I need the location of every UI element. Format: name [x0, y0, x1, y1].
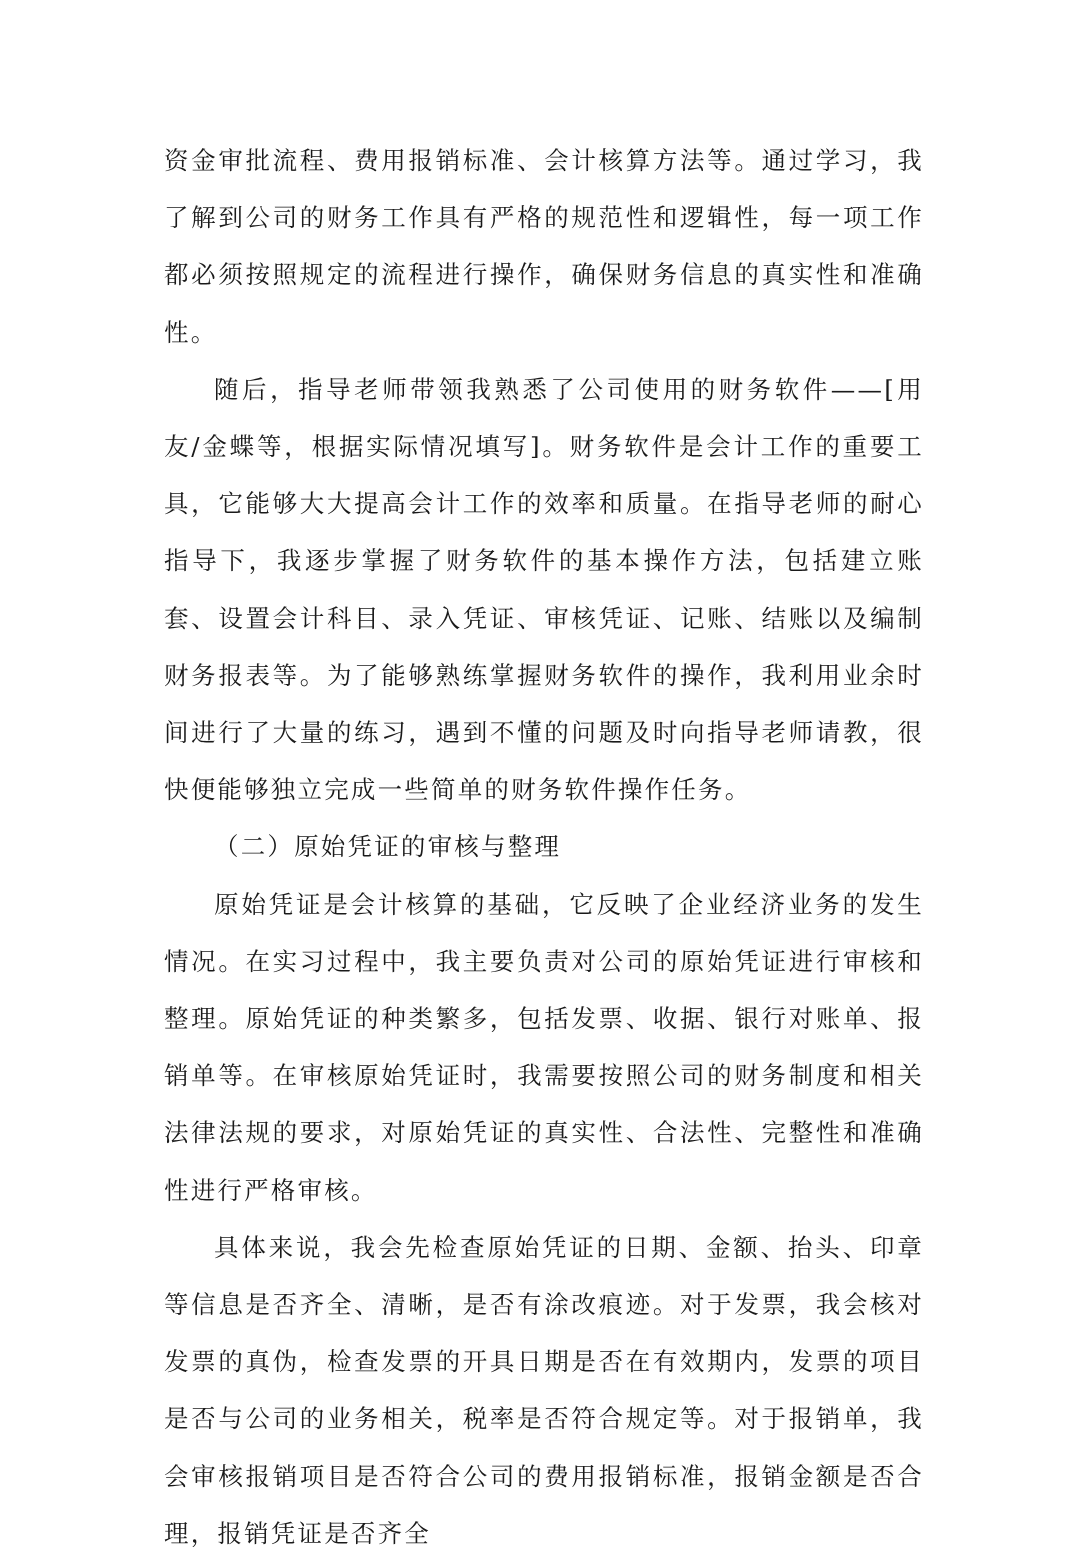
paragraph-finance-software: 随后，指导老师带领我熟悉了公司使用的财务软件——[用友/金蝶等，根据实际情况填写]。财务软件是会计工作的重要工具，它能够大大提高会计工作的效率和质量。在指导老师的耐心指导下，我逐步掌握了财务软件的基本操作方法，包括建立账套、设置会计科目、录入凭证、审核凭证、记账、结账以及编制财务报表等。为了能够熟练掌握财务软件的操作，我利用业余时间进行了大量的练习，遇到不懂的问题及时向指导老师请教，很快便能够独立完成一些简单的财务软件操作任务。: [164, 374, 924, 805]
paragraph-original-vouchers: 原始凭证是会计核算的基础，它反映了企业经济业务的发生情况。在实习过程中，我主要负责对公司的原始凭证进行审核和整理。原始凭证的种类繁多，包括发票、收据、银行对账单、报销单等。在审核原始凭证时，我需要按照公司的财务制度和相关法律法规的要求，对原始凭证的真实性、合法性、完整性和准确性进行严格审核。: [164, 889, 924, 1205]
paragraph-review-details: 具体来说，我会先检查原始凭证的日期、金额、抬头、印章等信息是否齐全、清晰，是否有涂改痕迹。对于发票，我会核对发票的真伪，检查发票的开具日期是否在有效期内，发票的项目是否与公司的业务相关，税率是否符合规定等。对于报销单，我会审核报销项目是否符合公司的费用报销标准，报销金额是否合理，报销凭证是否齐全: [164, 1232, 924, 1548]
document-body: [164, 132, 924, 1562]
paragraph-continuation: 资金审批流程、费用报销标准、会计核算方法等。通过学习，我了解到公司的财务工作具有严格的规范性和逻辑性，每一项工作都必须按照规定的流程进行操作，确保财务信息的真实性和准确性。: [164, 146, 924, 347]
section-heading: （二）原始凭证的审核与整理: [214, 832, 562, 862]
